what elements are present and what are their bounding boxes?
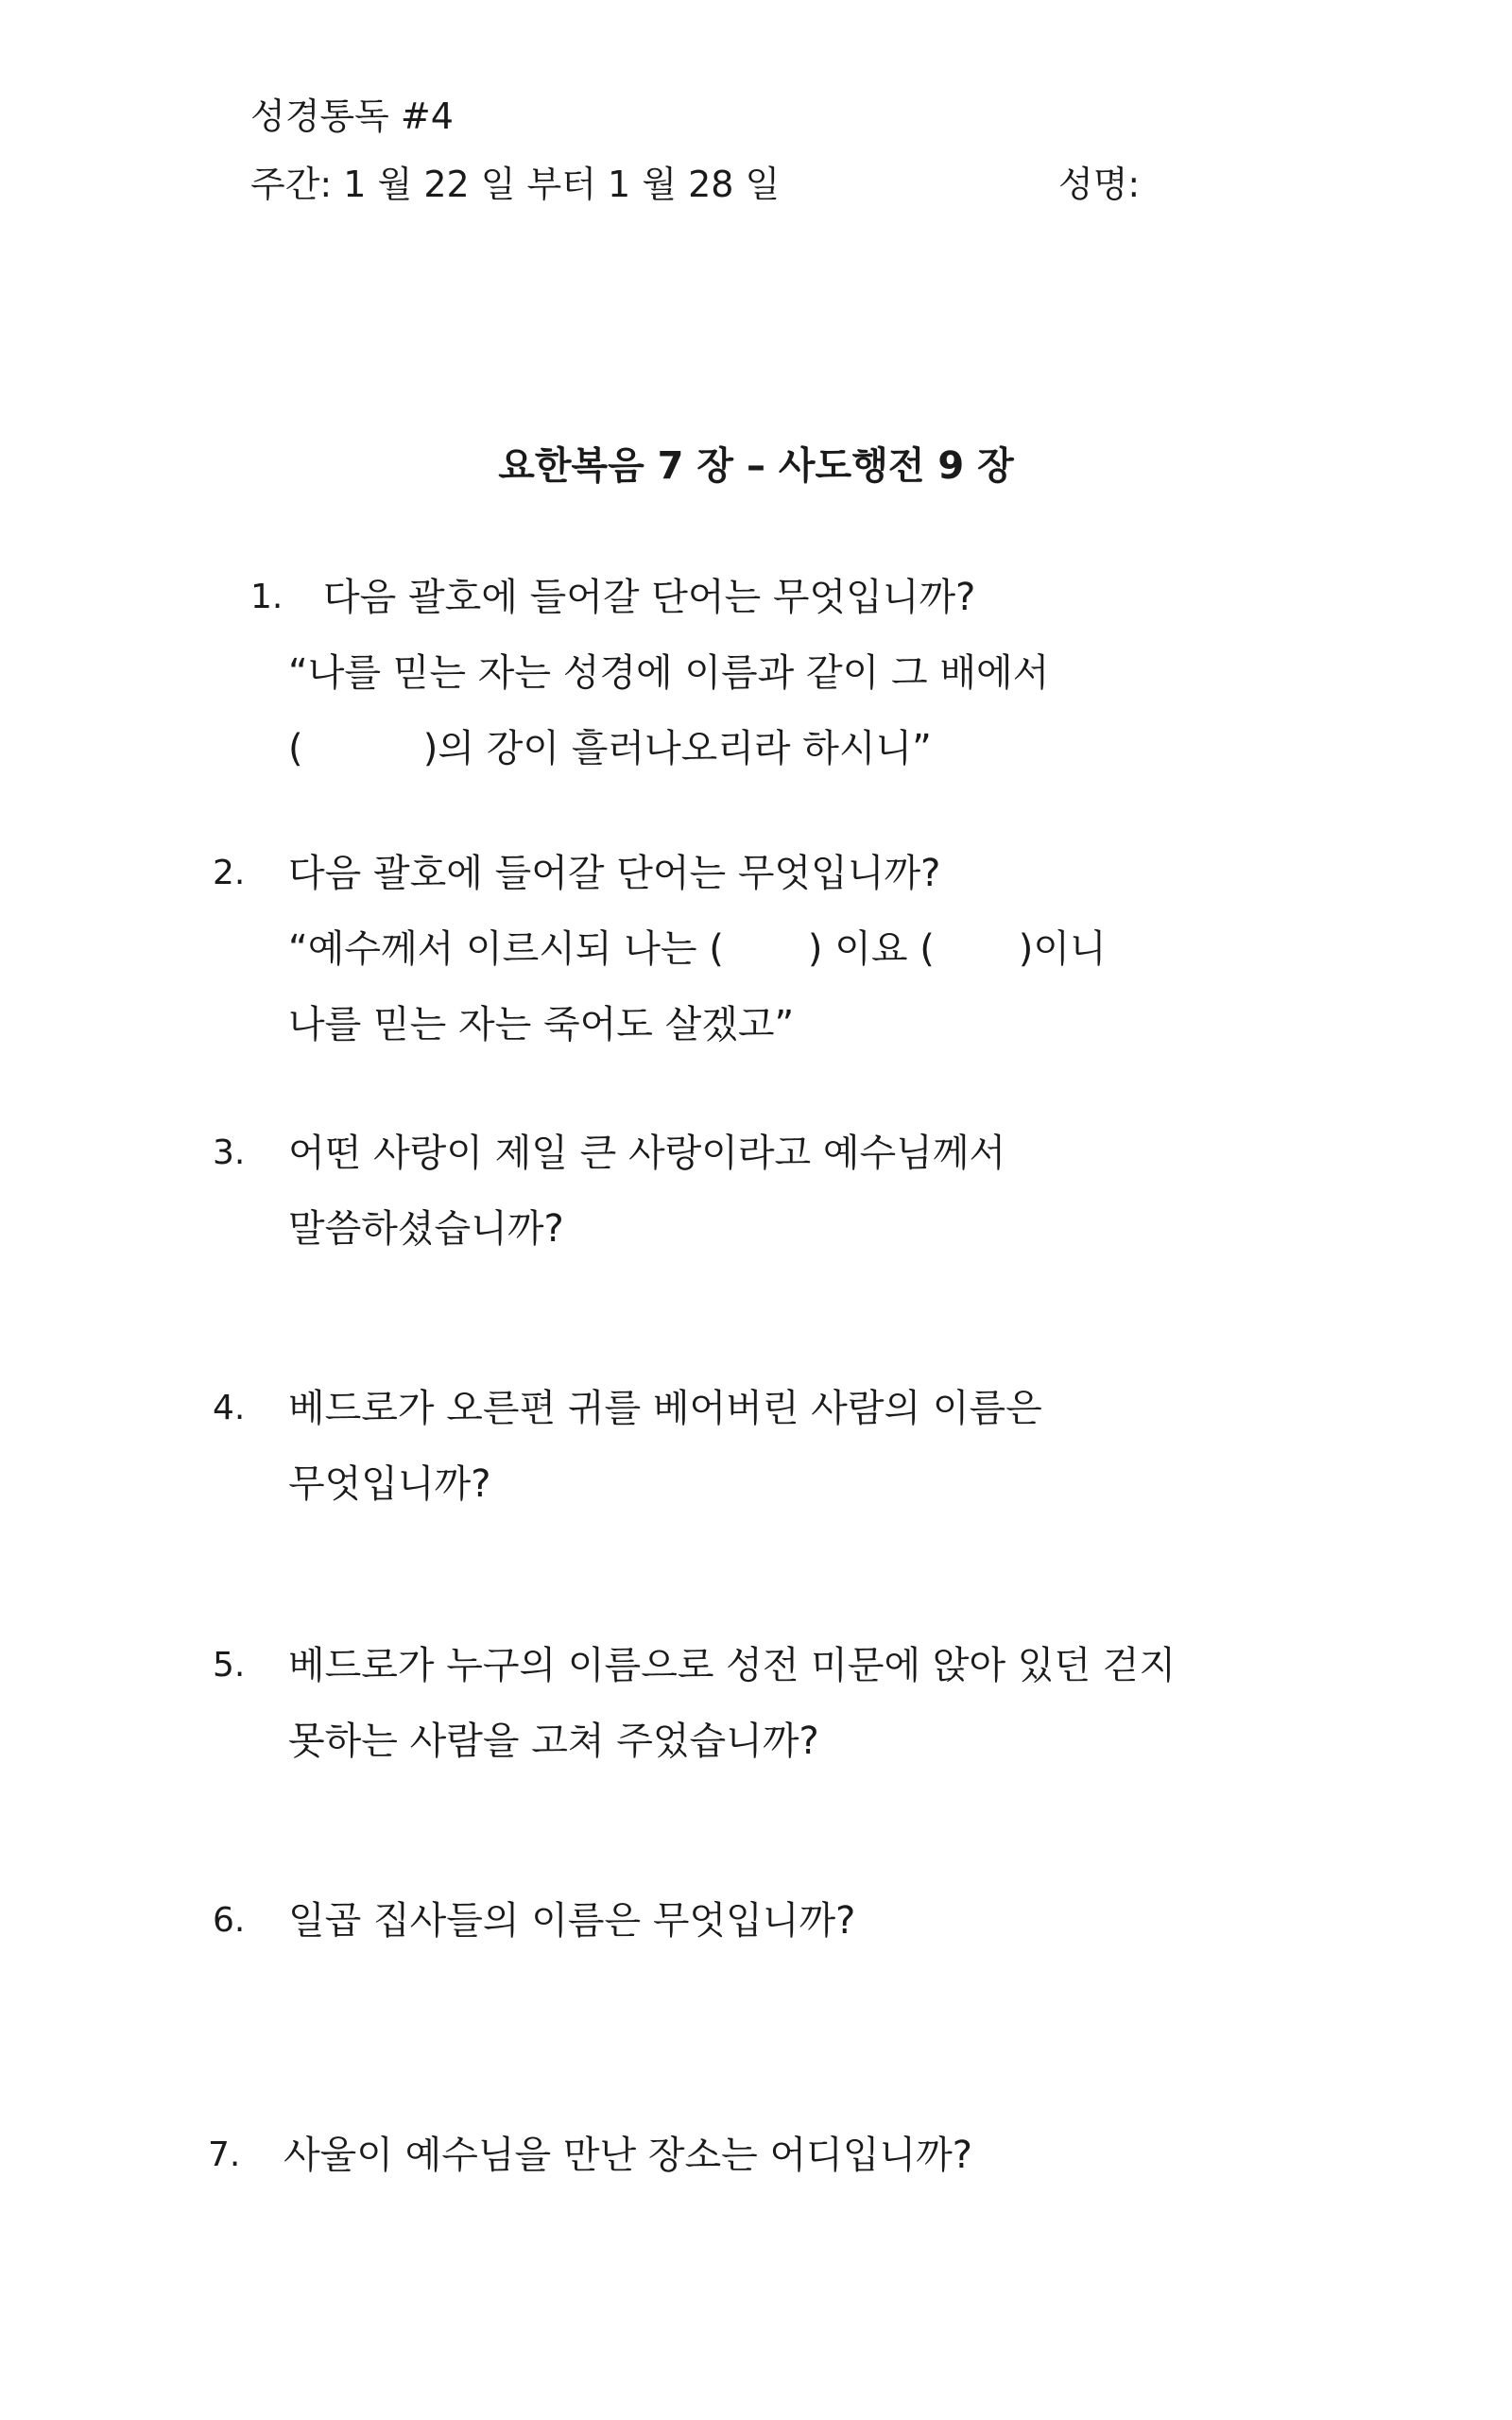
name-label: 성명: (1058, 164, 1141, 205)
question-number: 5. (213, 1646, 246, 1685)
week-range: 주간: 1 월 22 일 부터 1 월 28 일 (250, 164, 781, 205)
question-number: 6. (213, 1901, 246, 1940)
question-text: 다음 괄호에 들어갈 단어는 무엇입니까? (323, 576, 976, 619)
question-text: 말씀하셨습니까? (288, 1207, 564, 1251)
question-number: 7. (208, 2135, 241, 2174)
question-number: 4. (213, 1389, 246, 1427)
question-1 (250, 560, 1233, 786)
question-6 (213, 1883, 1233, 1959)
question-text: 다음 괄호에 들어갈 단어는 무엇입니까? (288, 852, 941, 895)
question-text: 못하는 사람을 고쳐 주었습니까? (288, 1720, 819, 1763)
question-2 (213, 836, 1233, 1063)
question-number: 3. (213, 1133, 246, 1172)
worksheet-title: 성경통독 #4 (250, 95, 454, 137)
question-7 (208, 2118, 1228, 2193)
question-5 (213, 1628, 1328, 1779)
question-text: 사울이 예수님을 만난 장소는 어디입니까? (284, 2134, 972, 2177)
question-text: “나를 믿는 자는 성경에 이름과 같이 그 배에서 (288, 651, 1050, 695)
reading-range-heading: 요한복음 7 장 – 사도행전 9 장 (498, 444, 1014, 488)
question-number: 2. (213, 854, 246, 892)
question-text: 무엇입니까? (288, 1462, 491, 1506)
question-text: “예수께서 이르시되 나는 ( ) 이요 ( )이니 (288, 927, 1107, 971)
question-text: ( )의 강이 흘러나오리라 하시니” (288, 727, 932, 770)
question-text: 어떤 사랑이 제일 큰 사랑이라고 예수님께서 (288, 1132, 1006, 1175)
question-text: 베드로가 오른편 귀를 베어버린 사람의 이름은 (288, 1387, 1042, 1430)
question-text: 베드로가 누구의 이름으로 성전 미문에 앉아 있던 걷지 (288, 1644, 1177, 1687)
question-text: 나를 믿는 자는 죽어도 살겠고” (288, 1003, 795, 1046)
question-number: 1. (250, 578, 284, 616)
question-4 (213, 1371, 1233, 1522)
question-text: 일곱 집사들의 이름은 무엇입니까? (288, 1899, 856, 1943)
question-3 (213, 1115, 1233, 1267)
